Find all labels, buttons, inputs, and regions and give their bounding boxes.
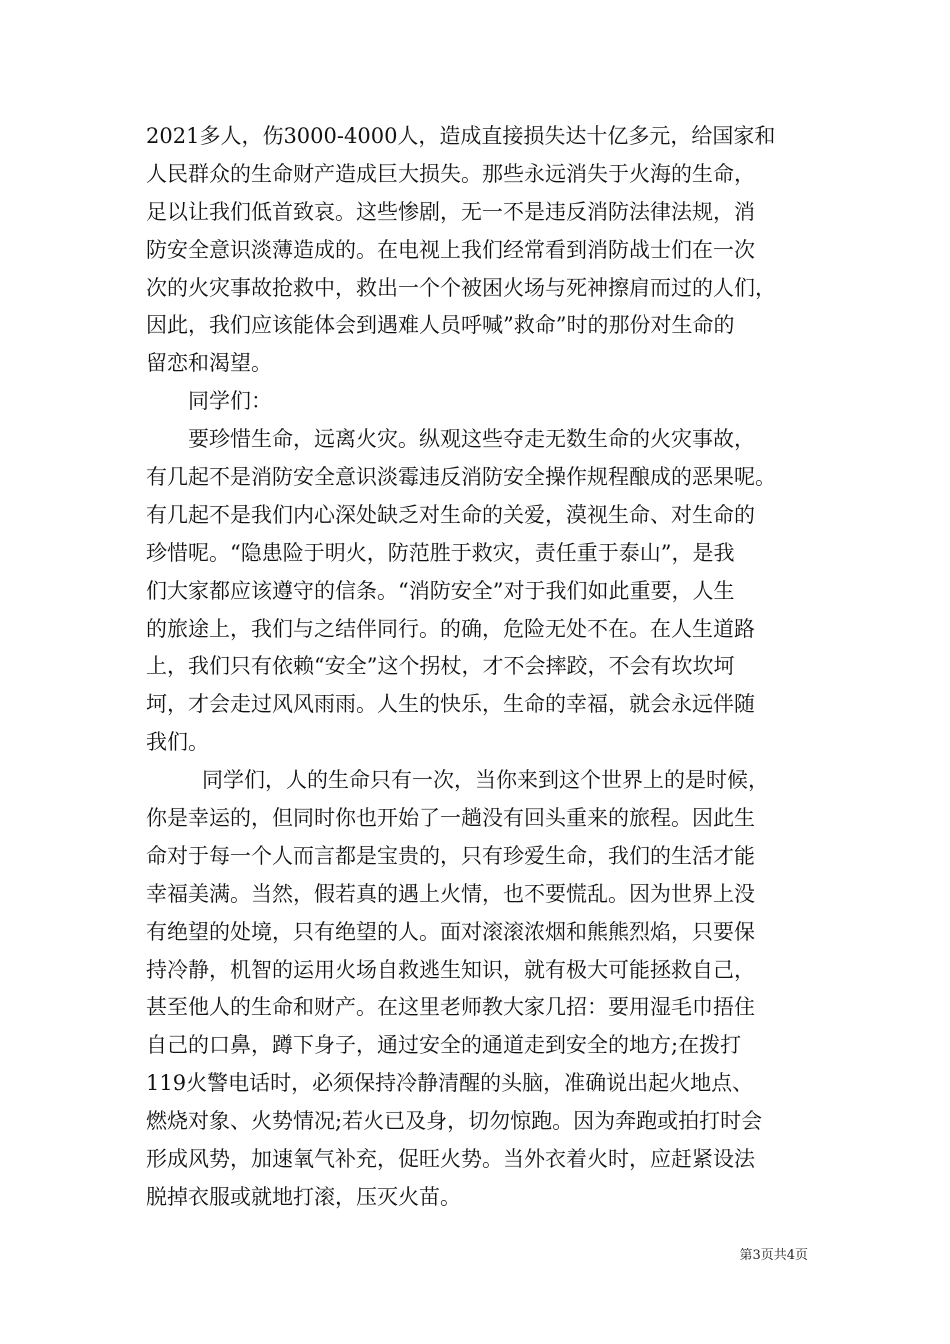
text-line: 次的火灾事故抢救中，救出一个个被困火场与死神擦肩而过的人们，	[146, 275, 776, 300]
text-line: 幸福美满。当然，假若真的遇上火情，也不要慌乱。因为世界上没	[146, 881, 755, 906]
text-line: 2021多人，伤3000-4000人，造成直接损失达十亿多元，给国家和	[146, 124, 776, 148]
text-line: 足以让我们低首致哀。这些惨剧，无一不是违反消防法律法规，消	[146, 199, 755, 224]
text-line: 们大家都应该遵守的信条。“消防安全”对于我们如此重要，人生	[146, 578, 735, 603]
text-line: 我们。	[146, 730, 209, 755]
paragraph-start-line: 要珍惜生命，远离火灾。纵观这些夺走无数生命的火灾事故，	[188, 427, 755, 452]
text-line: 的旅途上，我们与之结伴同行。的确，危险无处不在。在人生道路	[146, 616, 755, 641]
text-line: 有绝望的处境，只有绝望的人。面对滚滚浓烟和熊熊烈焰，只要保	[146, 919, 755, 944]
text-line: 脱掉衣服或就地打滚，压灭火苗。	[146, 1184, 461, 1209]
text-line: 持冷静，机智的运用火场自救逃生知识，就有极大可能拯救自己，	[146, 957, 755, 982]
text-line: 你是幸运的，但同时你也开始了一趟没有回头重来的旅程。因此生	[146, 806, 755, 831]
text-line: 人民群众的生命财产造成巨大损失。那些永远消失于火海的生命，	[146, 161, 755, 186]
page-number: 第3页共4页	[739, 1248, 808, 1263]
document-body	[146, 118, 818, 1217]
text-line: 形成风势，加速氧气补充，促旺火势。当外衣着火时，应赶紧设法	[146, 1147, 755, 1172]
salutation-line: 同学们：	[188, 389, 272, 414]
text-line: 珍惜呢。“隐患险于明火，防范胜于救灾，责任重于泰山”，是我	[146, 540, 735, 565]
paragraph-start-line: 同学们，人的生命只有一次，当你来到这个世界上的是时候，	[202, 768, 769, 793]
text-line: 上，我们只有依赖“安全”这个拐杖，才不会摔跤，不会有坎坎坷	[146, 654, 735, 679]
text-line: 自己的口鼻，蹲下身子，通过安全的通道走到安全的地方;在拨打	[146, 1033, 742, 1058]
text-line: 有几起不是消防安全意识淡霉违反消防安全操作规程酿成的恶果呢。	[146, 465, 776, 490]
text-line: 甚至他人的生命和财产。在这里老师教大家几招：要用湿毛巾捂住	[146, 995, 755, 1020]
text-line: 因此，我们应该能体会到遇难人员呼喊”救命”时的那份对生命的	[146, 313, 735, 338]
text-line: 坷，才会走过风风雨雨。人生的快乐，生命的幸福，就会永远伴随	[146, 692, 755, 717]
text-line: 命对于每一个人而言都是宝贵的，只有珍爱生命，我们的生活才能	[146, 843, 755, 868]
text-line: 119火警电话时，必须保持冷静清醒的头脑，准确说出起火地点、	[146, 1071, 754, 1096]
text-line: 燃烧对象、火势情况;若火已及身，切勿惊跑。因为奔跑或拍打时会	[146, 1109, 763, 1134]
text-line: 有几起不是我们内心深处缺乏对生命的关爱，漠视生命、对生命的	[146, 502, 755, 527]
text-line: 防安全意识淡薄造成的。在电视上我们经常看到消防战士们在一次	[146, 237, 755, 262]
text-line: 留恋和渴望。	[146, 351, 272, 376]
